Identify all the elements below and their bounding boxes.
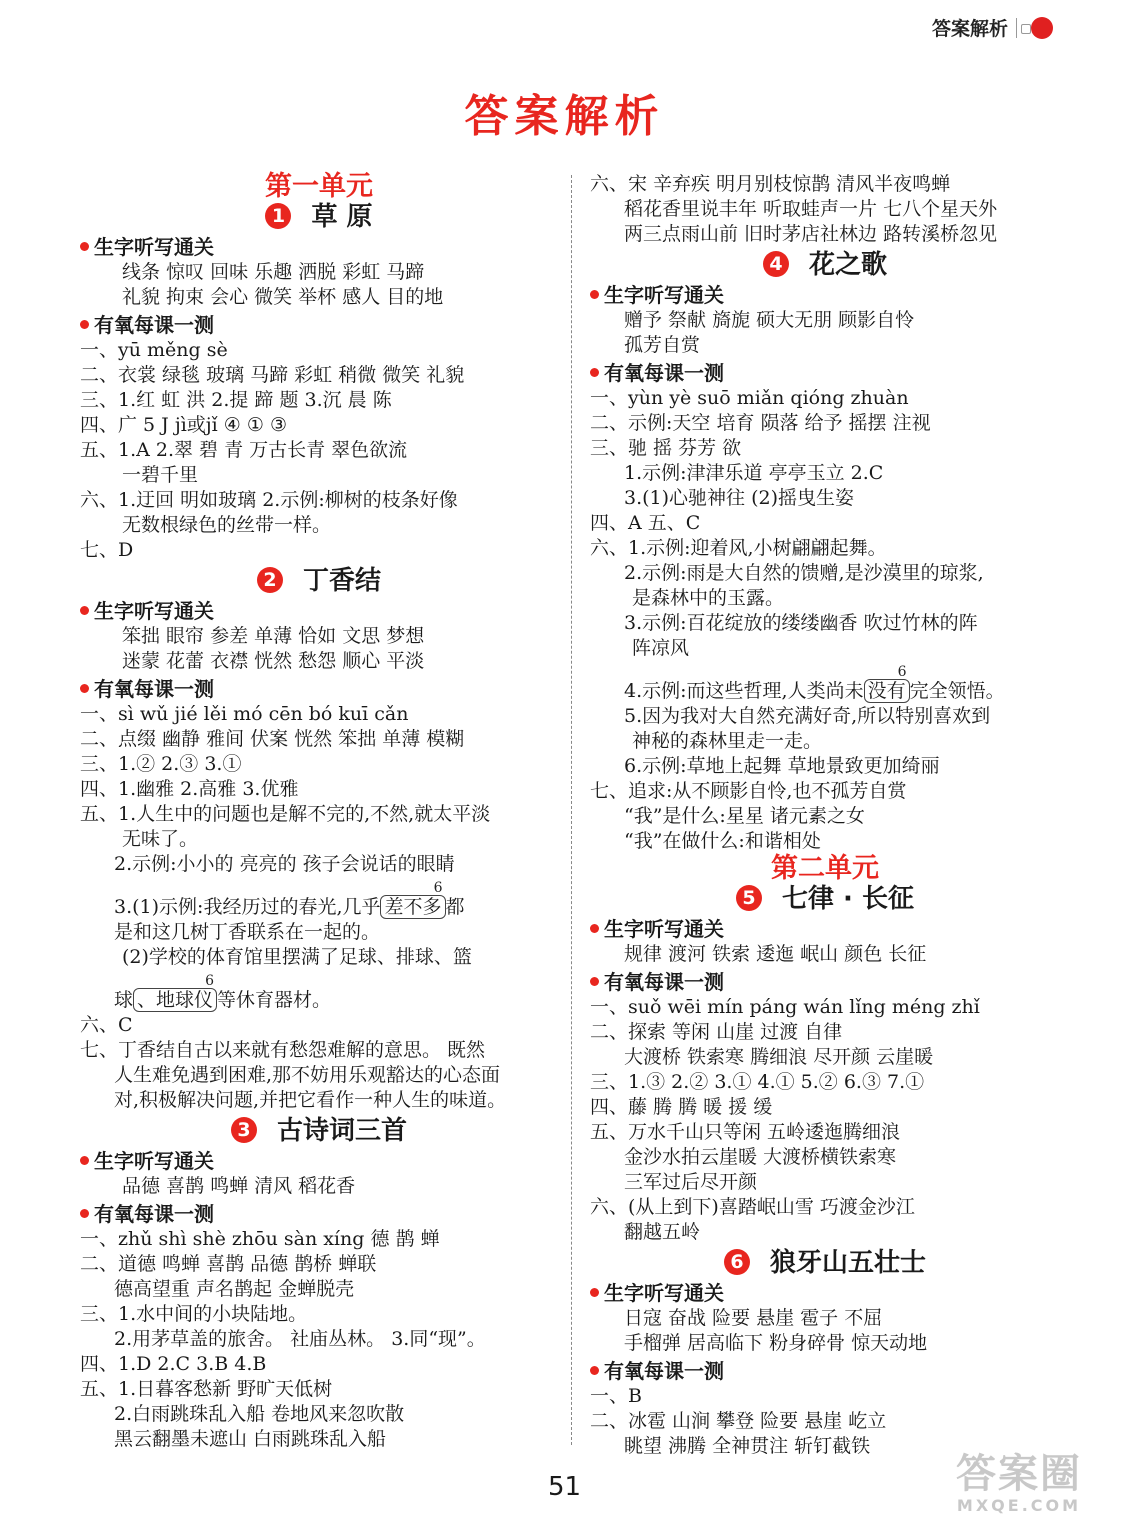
answer-line: 对,积极解决问题,并把它看作一种人生的味道。 — [114, 1089, 507, 1111]
lesson-number-badge: 5 — [736, 885, 762, 911]
lesson-name: 古诗词三首 — [276, 1116, 407, 1146]
answer-line: 四、藤 腾 腾 暖 援 缓 — [590, 1096, 773, 1118]
answer-line: 无味了。 — [122, 828, 199, 850]
section-heading: 生字听写通关 — [80, 598, 558, 624]
section-heading: 有氧每课一测 — [590, 1358, 1060, 1384]
answer-line: 二、示例:天空 培育 陨落 给予 摇摆 注视 — [590, 412, 931, 434]
section-heading: 生字听写通关 — [590, 916, 1060, 942]
bullet-icon — [590, 368, 599, 377]
bullet-icon — [80, 1209, 89, 1218]
answer-line: 3.(1)示例:我经历过的春光,几乎 差不多 6 都 — [80, 895, 558, 920]
answer-line: 七、追求:从不顾影自怜,也不孤芳自赏 — [590, 780, 907, 802]
answer-line: 迷蒙 花蕾 衣襟 恍然 愁怨 顺心 平淡 — [122, 650, 425, 672]
section-heading: 生字听写通关 — [80, 1148, 558, 1174]
answer-line: 笨拙 眼帘 参差 单薄 恰如 文思 梦想 — [122, 625, 425, 647]
answer-line: 六、1.示例:迎着风,小树翩翩起舞。 — [590, 537, 887, 559]
answer-line: 七、丁香结自古以来就有愁怨难解的意思。 既然 — [80, 1039, 486, 1061]
answer-line: 二、道德 鸣蝉 喜鹊 品德 鹊桥 蝉联 — [80, 1253, 377, 1275]
bullet-icon — [590, 1366, 599, 1375]
watermark-sub: MXQE.COM — [956, 1496, 1082, 1515]
correction-box: 没有 6 — [864, 679, 910, 703]
lesson-title — [80, 567, 558, 594]
answer-line: 眺望 沸腾 全神贯注 斩钉截铁 — [624, 1435, 871, 1457]
section-heading: 生字听写通关 — [590, 1280, 1060, 1306]
answer-line: 是森林中的玉露。 — [632, 587, 785, 609]
unit-title: 第二单元 — [771, 853, 879, 884]
bullet-icon — [80, 1156, 89, 1165]
answer-line: 大渡桥 铁索寒 腾细浪 尽开颜 云崖暖 — [624, 1046, 934, 1068]
answer-line: 3.示例:百花绽放的缕缕幽香 吹过竹林的阵 — [624, 612, 978, 634]
answer-line: 六、宋 辛弃疾 明月别枝惊鹊 清风半夜鸣蝉 — [590, 173, 951, 195]
answer-line: (2)学校的体育馆里摆满了足球、排球、篮 — [122, 946, 472, 968]
answer-line: 一、suǒ wēi mín páng wán lǐng méng zhǐ — [590, 996, 980, 1018]
answer-line: 五、1.人生中的问题也是解不完的,不然,就太平淡 — [80, 803, 491, 825]
lesson-name: 丁香结 — [302, 566, 381, 596]
answer-line: 3.(1)心驰神往 (2)摇曳生姿 — [624, 487, 854, 509]
spacer — [80, 877, 558, 895]
answer-line: 赠予 祭献 旖旎 硕大无朋 顾影自怜 — [624, 309, 915, 331]
page-number: 51 — [547, 1472, 582, 1502]
answer-line: 孤芳自赏 — [624, 334, 701, 356]
answer-line: 五、1.A 2.翠 碧 青 万古长青 翠色欲流 — [80, 439, 408, 461]
lesson-title — [80, 203, 558, 230]
answer-line: 翻越五岭 — [624, 1221, 701, 1243]
answer-line: 德高望重 声名鹊起 金蝉脱壳 — [114, 1278, 355, 1300]
section-heading: 生字听写通关 — [590, 282, 1060, 308]
answer-line: 是和这几树丁香联系在一起的。 — [114, 921, 381, 943]
spacer — [590, 661, 1060, 679]
bullet-icon — [80, 320, 89, 329]
answer-line: 三军过后尽开颜 — [624, 1171, 758, 1193]
answer-line: 2.示例:小小的 亮亮的 孩子会说话的眼睛 — [114, 853, 455, 875]
bullet-icon — [80, 684, 89, 693]
answer-line: 2.示例:雨是大自然的馈赠,是沙漠里的琼浆, — [624, 562, 984, 584]
watermark-main: 答案圈 — [956, 1451, 1082, 1497]
answer-line: 规律 渡河 铁索 逶迤 岷山 颜色 长征 — [624, 943, 927, 965]
lesson-title — [590, 251, 1060, 278]
answer-line: 礼貌 拘束 会心 微笑 举杯 感人 目的地 — [122, 286, 444, 308]
answer-line: 五、1.日暮客愁新 野旷天低树 — [80, 1378, 333, 1400]
answer-line: 阵凉风 — [632, 637, 690, 659]
right-column — [590, 172, 1060, 1459]
unit-title: 第一单元 — [265, 171, 373, 202]
left-column — [80, 172, 558, 1452]
section-heading: 有氧每课一测 — [80, 312, 558, 338]
correction-box: 差不多 6 — [380, 895, 445, 919]
answer-line: 2.用茅草盖的旅舍。 社庙丛林。 3.同“现”。 — [114, 1328, 486, 1350]
lesson-number-badge: 4 — [763, 251, 789, 277]
answer-line: 神秘的森林里走一走。 — [632, 730, 823, 752]
answer-line: 两三点雨山前 旧时茅店社林边 路转溪桥忽见 — [624, 223, 998, 245]
answer-line: “我”在做什么:和谐相处 — [624, 830, 821, 852]
answer-line: 二、冰雹 山涧 攀登 险要 悬崖 屹立 — [590, 1410, 887, 1432]
answer-line: 日寇 奋战 险要 悬崖 雹子 不屈 — [624, 1307, 883, 1329]
answer-line: 一、zhǔ shì shè zhōu sàn xíng 德 鹊 蝉 — [80, 1228, 440, 1250]
answer-line: 球 、地球仪 6 等休育器材。 — [80, 988, 558, 1013]
lesson-number-badge: 6 — [724, 1249, 750, 1275]
lesson-number-badge: 1 — [265, 203, 291, 229]
answer-line: 5.因为我对大自然充满好奇,所以特别喜欢到 — [624, 705, 991, 727]
answer-line: 五、万水千山只等闲 五岭逶迤腾细浪 — [590, 1121, 901, 1143]
bullet-icon — [590, 977, 599, 986]
answer-line: 人生难免遇到困难,那不妨用乐观豁达的心态面 — [114, 1064, 501, 1086]
answer-line: 三、驰 摇 芬芳 欲 — [590, 437, 742, 459]
answer-line: 手榴弹 居高临下 粉身碎骨 惊天动地 — [624, 1332, 928, 1354]
answer-line: 4.示例:而这些哲理,人类尚未 没有 6 完全领悟。 — [590, 679, 1060, 704]
answer-line: 一、sì wǔ jié lěi mó cēn bó kuī cǎn — [80, 703, 409, 725]
answer-line: 一、yùn yè suō miǎn qióng zhuàn — [590, 387, 909, 409]
answer-line: 六、C — [80, 1014, 133, 1036]
answer-line: 6.示例:草地上起舞 草地景致更加绮丽 — [624, 755, 940, 777]
answer-line: 黑云翻墨未遮山 白雨跳珠乱入船 — [114, 1428, 387, 1450]
running-header — [932, 14, 1053, 41]
answer-line: 二、衣裳 绿毯 玻璃 马蹄 彩虹 稍微 微笑 礼貌 — [80, 364, 465, 386]
answer-line: 2.白雨跳珠乱入船 卷地风来忽吹散 — [114, 1403, 405, 1425]
bullet-icon — [80, 242, 89, 251]
watermark-logo — [939, 1452, 1099, 1522]
page-title: 答案解析 — [464, 91, 665, 142]
lesson-number-badge: 3 — [231, 1117, 257, 1143]
lesson-name: 狼牙山五壮士 — [769, 1248, 926, 1278]
header-divider — [1016, 18, 1017, 38]
section-heading: 生字听写通关 — [80, 234, 558, 260]
section-heading: 有氧每课一测 — [80, 1201, 558, 1227]
section-heading: 有氧每课一测 — [590, 969, 1060, 995]
header-red-dot-icon — [1031, 17, 1053, 39]
answer-line: 无数根绿色的丝带一样。 — [122, 514, 332, 536]
correction-box: 、地球仪 6 — [133, 988, 217, 1012]
lesson-number-badge: 2 — [257, 567, 283, 593]
bullet-icon — [590, 290, 599, 299]
bullet-icon — [590, 924, 599, 933]
section-heading: 有氧每课一测 — [590, 360, 1060, 386]
answer-line: 三、1.红 虹 洪 2.提 蹄 题 3.沉 晨 陈 — [80, 389, 392, 411]
lesson-title — [590, 1249, 1060, 1276]
header-label: 答案解析 — [931, 18, 1008, 40]
answer-line: 1.示例:津津乐道 亭亭玉立 2.C — [624, 462, 884, 484]
bullet-icon — [590, 1288, 599, 1297]
lesson-name: 花之歌 — [808, 250, 887, 280]
answer-line: 线条 惊叹 回味 乐趣 洒脱 彩虹 马蹄 — [122, 261, 425, 283]
answer-line: 四、广 5 J jì或jǐ ④ ① ③ — [80, 414, 287, 436]
section-heading: 有氧每课一测 — [80, 676, 558, 702]
answer-line: 三、1.② 2.③ 3.① — [80, 753, 242, 775]
answer-line: 四、1.D 2.C 3.B 4.B — [80, 1353, 267, 1375]
lesson-title — [80, 1117, 558, 1144]
answer-line: 六、1.迂回 明如玻璃 2.示例:柳树的枝条好像 — [80, 489, 458, 511]
spacer — [80, 970, 558, 988]
answer-line: 品德 喜鹊 鸣蝉 清风 稻花香 — [122, 1175, 356, 1197]
answer-line: 七、D — [80, 539, 134, 561]
bullet-icon — [80, 606, 89, 615]
answer-line: 金沙水拍云崖暖 大渡桥横铁索寒 — [624, 1146, 897, 1168]
answer-line: “我”是什么:星星 诸元素之女 — [624, 805, 865, 827]
answer-line: 稻花香里说丰年 听取蛙声一片 七八个星天外 — [624, 198, 998, 220]
lesson-name: 草 原 — [311, 202, 373, 232]
answer-line: 一、B — [590, 1385, 642, 1407]
column-divider — [571, 175, 572, 1445]
answer-line: 四、A 五、C — [590, 512, 701, 534]
lesson-name: 七律 · 长征 — [782, 884, 914, 914]
lesson-title — [590, 885, 1060, 912]
answer-line: 一碧千里 — [122, 464, 199, 486]
answer-line: 六、(从上到下)喜踏岷山雪 巧渡金沙江 — [590, 1196, 915, 1218]
answer-line: 四、1.幽雅 2.高雅 3.优雅 — [80, 778, 299, 800]
answer-line: 二、探索 等闲 山崖 过渡 自律 — [590, 1021, 843, 1043]
answer-line: 一、yū měng sè — [80, 339, 228, 361]
answer-line: 三、1.水中间的小块陆地。 — [80, 1303, 308, 1325]
answer-line: 二、点缀 幽静 雅间 伏案 恍然 笨拙 单薄 模糊 — [80, 728, 465, 750]
answer-line: 三、1.③ 2.② 3.① 4.① 5.② 6.③ 7.① — [590, 1071, 925, 1093]
